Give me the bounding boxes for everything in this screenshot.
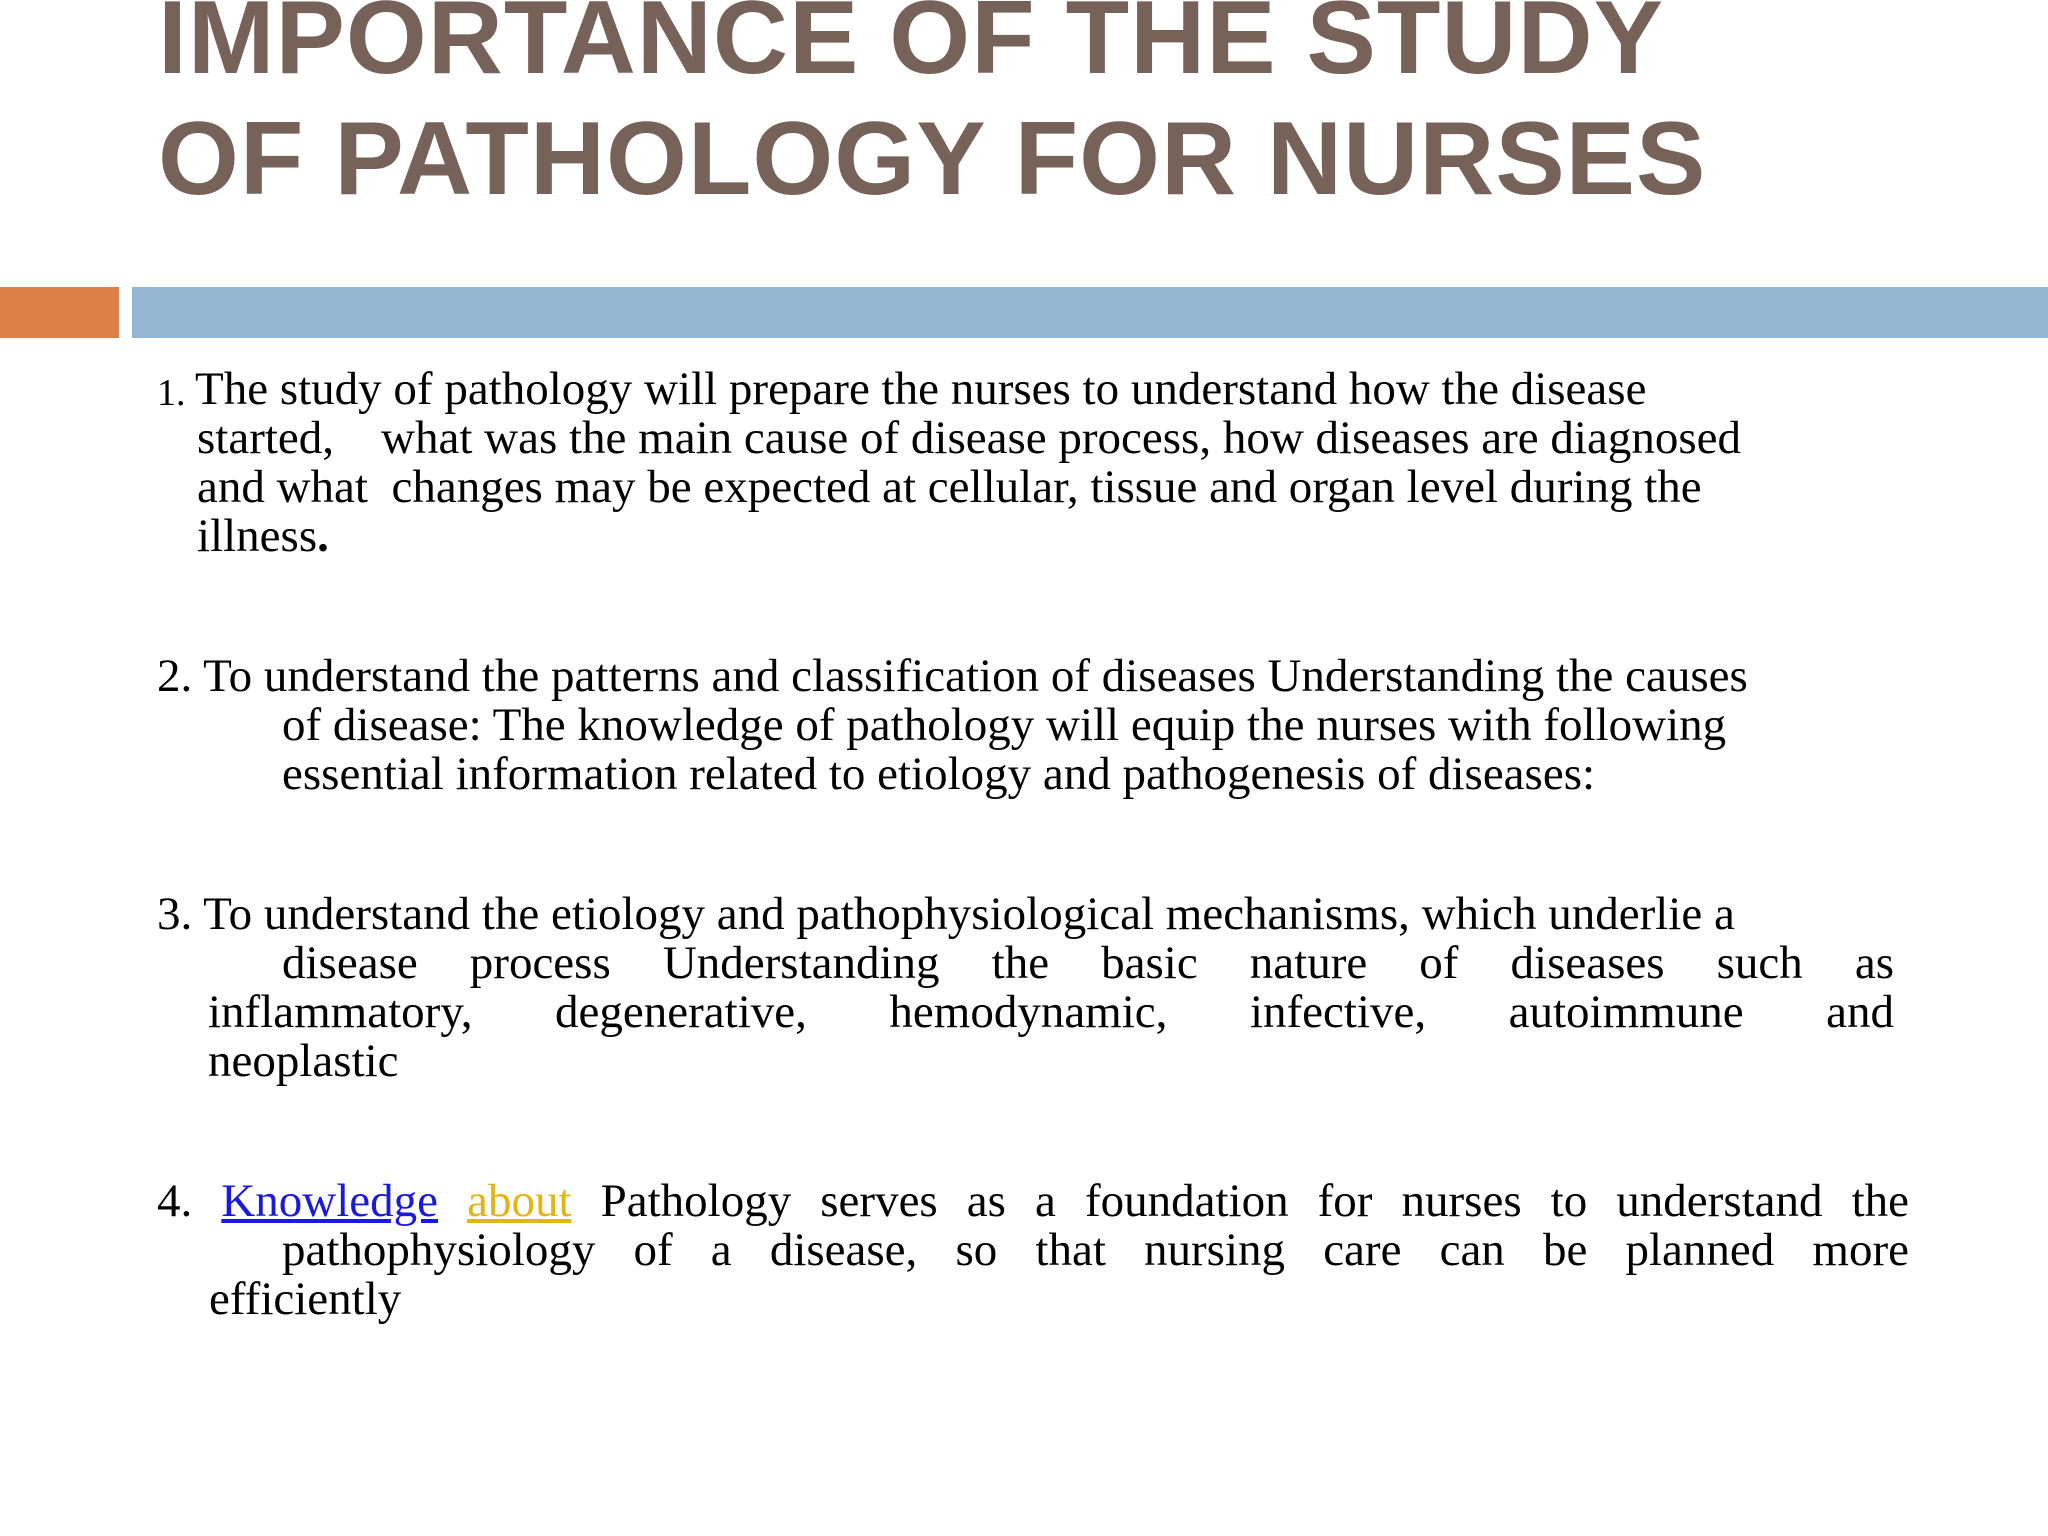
list-item-4-number: 4. xyxy=(157,1175,193,1227)
list-item-4-line-2: pathophysiology of a disease, so that nursing care can be planned more xyxy=(282,1224,1909,1276)
accent-bar-orange xyxy=(0,287,119,338)
list-item-1 xyxy=(157,365,1897,561)
about-link[interactable]: about xyxy=(467,1175,572,1227)
list-item-4 xyxy=(157,1177,1909,1324)
list-item-4-line-1-text: Pathology serves as a foundation for nurses to understand the xyxy=(600,1175,1910,1227)
list-item-1-line-1: The study of pathology will prepare the nurses to understand how the disease xyxy=(195,363,1647,415)
list-item-2 xyxy=(157,652,1897,799)
list-item-1-line-4-text: illness xyxy=(197,510,318,562)
list-item-2-line-2: of disease: The knowledge of pathology will equip the nurses with following xyxy=(282,699,1727,751)
list-item-3 xyxy=(157,890,1894,1086)
list-item-3-line-2: disease process Understanding the basic nature of diseases such as xyxy=(282,937,1894,989)
slide-title-line-2: OF PATHOLOGY FOR NURSES xyxy=(158,101,1707,217)
list-item-3-line-4: neoplastic xyxy=(208,1035,399,1087)
slide-title xyxy=(158,0,1706,220)
list-item-2-line-1: 2. To understand the patterns and classification of diseases Understanding the causes xyxy=(157,650,1748,702)
list-item-1-period: . xyxy=(317,510,329,562)
list-item-1-number: 1. xyxy=(157,372,186,414)
list-item-1-line-4 xyxy=(197,512,1897,561)
slide-title-line-1: IMPORTANCE OF THE STUDY xyxy=(158,0,1664,96)
list-item-1-line-2: started, what was the main cause of disease process, how diseases are diagnosed xyxy=(197,412,1741,464)
accent-bar-blue xyxy=(132,287,2048,338)
list-item-1-line-3: and what changes may be expected at cellular, tissue and organ level during the xyxy=(197,461,1702,513)
list-item-4-line-3: efficiently xyxy=(209,1273,402,1325)
knowledge-link[interactable]: Knowledge xyxy=(221,1175,438,1227)
list-item-1-text xyxy=(157,365,1897,561)
list-item-4-line-1 xyxy=(157,1177,1909,1226)
list-item-2-line-3: essential information related to etiology and pathogenesis of diseases: xyxy=(282,748,1596,800)
list-item-3-line-3: inflammatory, degenerative, hemodynamic, infective, autoimmune and xyxy=(208,986,1894,1038)
list-item-3-line-1: 3. To understand the etiology and pathophysiological mechanisms, which underlie a xyxy=(157,888,1735,940)
